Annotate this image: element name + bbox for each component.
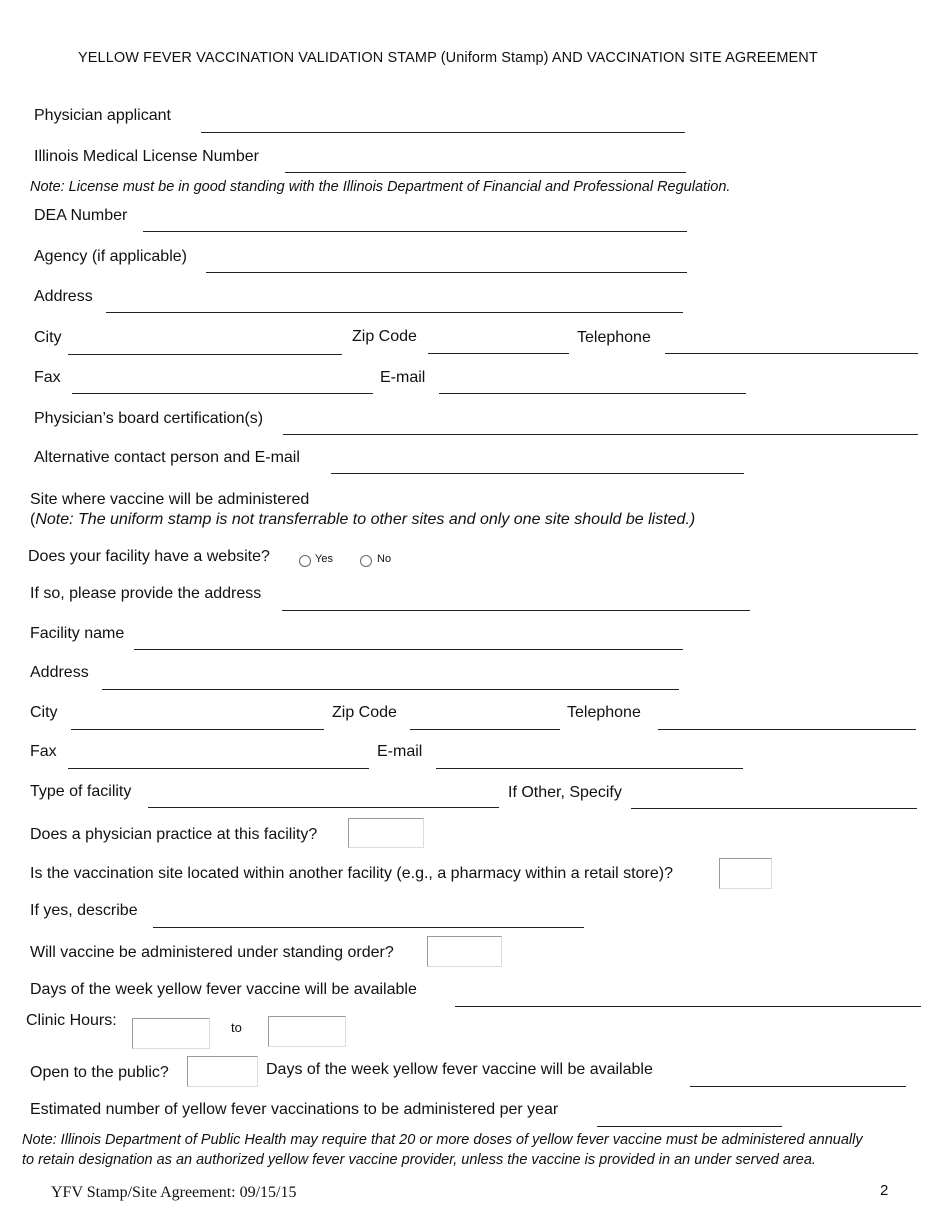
within-facility-question: Is the vaccination site located within another facility (e.g., a pharmacy within a retail store)? xyxy=(30,865,673,882)
alt-contact-field[interactable] xyxy=(331,473,744,474)
clinic-hours-start-input[interactable] xyxy=(132,1018,210,1049)
physician-zip-label: Zip Code xyxy=(352,328,417,345)
site-telephone-field[interactable] xyxy=(658,729,916,730)
site-email-label: E-mail xyxy=(377,743,423,760)
physician-applicant-field[interactable] xyxy=(201,132,685,133)
site-telephone-label: Telephone xyxy=(567,704,641,721)
site-city-field[interactable] xyxy=(71,729,324,730)
physician-fax-label: Fax xyxy=(34,369,61,386)
estimate-label: Estimated number of yellow fever vaccinations to be administered per year xyxy=(30,1101,559,1118)
board-certification-label: Physician’s board certification(s) xyxy=(34,410,264,427)
site-fax-field[interactable] xyxy=(68,768,369,769)
physician-telephone-field[interactable] xyxy=(665,353,918,354)
physician-email-label: E-mail xyxy=(380,369,426,386)
within-facility-input[interactable] xyxy=(719,858,772,889)
physician-applicant-label: Physician applicant xyxy=(34,107,171,124)
site-heading: Site where vaccine will be administered xyxy=(30,491,310,508)
facility-type-label: Type of facility xyxy=(30,783,132,800)
physician-address-field[interactable] xyxy=(106,312,683,313)
days-available-field-2[interactable] xyxy=(690,1086,906,1087)
days-available-label-2: Days of the week yellow fever vaccine will be available xyxy=(266,1061,653,1078)
website-address-label: If so, please provide the address xyxy=(30,585,262,602)
dea-number-field[interactable] xyxy=(143,231,687,232)
clinic-hours-end-input[interactable] xyxy=(268,1016,346,1047)
website-yes-label: Yes xyxy=(315,553,333,565)
clinic-hours-label: Clinic Hours: xyxy=(26,1012,117,1029)
physician-city-field[interactable] xyxy=(68,354,342,355)
form-id: YFV Stamp/Site Agreement: 09/15/15 xyxy=(51,1184,297,1201)
clinic-hours-to-label: to xyxy=(231,1020,242,1035)
physician-zip-field[interactable] xyxy=(428,353,569,354)
facility-name-field[interactable] xyxy=(134,649,683,650)
idph-note-line2: to retain designation as an authorized yellow fever vaccine provider, unless the vaccine is provided in an under served area. xyxy=(22,1152,816,1168)
website-yes-radio[interactable] xyxy=(299,555,311,567)
physician-city-label: City xyxy=(34,329,62,346)
site-fax-label: Fax xyxy=(30,743,57,760)
site-email-field[interactable] xyxy=(436,768,743,769)
open-public-question: Open to the public? xyxy=(30,1064,169,1081)
days-available-field[interactable] xyxy=(455,1006,921,1007)
idph-note-line1: Note: Illinois Department of Public Health may require that 20 or more doses of yellow fever vaccine must be administered annually xyxy=(22,1132,863,1148)
open-public-input[interactable] xyxy=(187,1056,258,1087)
website-no-label: No xyxy=(377,553,392,565)
site-address-field[interactable] xyxy=(102,689,679,690)
site-address-label: Address xyxy=(30,664,89,681)
facility-name-label: Facility name xyxy=(30,625,125,642)
facility-type-field[interactable] xyxy=(148,807,499,808)
board-certification-field[interactable] xyxy=(283,434,918,435)
site-zip-label: Zip Code xyxy=(332,704,397,721)
physician-address-label: Address xyxy=(34,288,93,305)
page-title: YELLOW FEVER VACCINATION VALIDATION STAMP (Uniform Stamp) AND VACCINATION SITE AGREEMENT xyxy=(78,50,818,66)
describe-field[interactable] xyxy=(153,927,584,928)
describe-label: If yes, describe xyxy=(30,902,138,919)
site-zip-field[interactable] xyxy=(410,729,560,730)
physician-practice-input[interactable] xyxy=(348,818,424,848)
alt-contact-label: Alternative contact person and E-mail xyxy=(34,449,300,466)
standing-order-input[interactable] xyxy=(427,936,502,967)
site-note: (Note: The uniform stamp is not transferrable to other sites and only one site should be listed.) xyxy=(30,511,696,528)
physician-telephone-label: Telephone xyxy=(577,329,651,346)
license-number-field[interactable] xyxy=(285,172,686,173)
agency-label: Agency (if applicable) xyxy=(34,248,187,265)
license-note: Note: License must be in good standing with the Illinois Department of Financial and Professional Regulation. xyxy=(30,179,731,195)
page-number: 2 xyxy=(880,1182,889,1199)
dea-number-label: DEA Number xyxy=(34,207,128,224)
license-number-label: Illinois Medical License Number xyxy=(34,148,259,165)
site-city-label: City xyxy=(30,704,58,721)
other-specify-field[interactable] xyxy=(631,808,917,809)
physician-fax-field[interactable] xyxy=(72,393,373,394)
agency-field[interactable] xyxy=(206,272,687,273)
standing-order-question: Will vaccine be administered under standing order? xyxy=(30,944,394,961)
physician-practice-question: Does a physician practice at this facility? xyxy=(30,826,318,843)
website-no-radio[interactable] xyxy=(360,555,372,567)
website-address-field[interactable] xyxy=(282,610,750,611)
physician-email-field[interactable] xyxy=(439,393,746,394)
days-available-label: Days of the week yellow fever vaccine will be available xyxy=(30,981,417,998)
estimate-field[interactable] xyxy=(597,1126,782,1127)
website-question: Does your facility have a website? xyxy=(28,548,270,565)
other-specify-label: If Other, Specify xyxy=(508,784,622,801)
